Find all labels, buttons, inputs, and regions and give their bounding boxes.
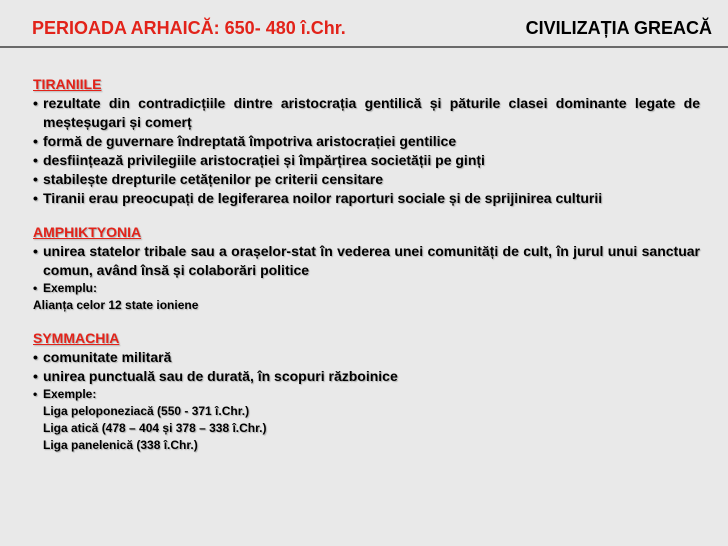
bullet-item	[33, 242, 700, 280]
bullet-dot: •	[33, 152, 38, 168]
bullet-dot: •	[33, 349, 38, 365]
example-item: Liga panelenică (338 î.Chr.)	[43, 438, 198, 452]
bullet-text: unirea statelor tribale sau a orașelor-stat în vederea unei comunități de cult, în jurul unui sanctuar comun, având însă și colaborări politice	[43, 243, 700, 278]
bullet-item-examples	[33, 386, 700, 403]
example-label: Exemplu:	[43, 281, 98, 295]
bullet-text: Tiranii erau preocupați de legiferarea noilor raporturi sociale și de sprijinirea culturii	[43, 190, 603, 206]
bullet-dot: •	[33, 387, 38, 401]
bullet-dot: •	[33, 95, 38, 111]
bullet-text: rezultate din contradicțiile dintre aristocrația gentilică și păturile clasei dominante legate de meșteșugari și comerț	[43, 95, 700, 130]
section-title-tiraniile: TIRANIILE	[33, 76, 102, 92]
slide-content	[33, 75, 700, 469]
section-title-amphiktyonia: AMPHIKTYONIA	[33, 224, 142, 240]
bullet-dot: •	[33, 133, 38, 149]
bullet-dot: •	[33, 190, 38, 206]
bullet-item	[33, 348, 700, 367]
example-text: Alianța celor 12 state ioniene	[33, 298, 199, 312]
bullet-item	[33, 367, 700, 386]
bullet-dot: •	[33, 243, 38, 259]
bullet-item	[33, 151, 700, 170]
slide-header	[0, 0, 728, 48]
section-tiraniile	[33, 75, 700, 208]
slide-title-civilization: CIVILIZAȚIA GREACĂ	[525, 18, 712, 38]
bullet-text: desființează privilegiile aristocrației și împărțirea societății pe ginți	[43, 152, 485, 168]
header-divider	[0, 46, 728, 48]
slide-title-period: PERIOADA ARHAICĂ: 650- 480 î.Chr.	[32, 18, 346, 38]
section-amphiktyonia	[33, 223, 700, 314]
bullet-dot: •	[33, 368, 38, 384]
examples-label: Exemple:	[43, 387, 97, 401]
bullet-text: unirea punctuală sau de durată, în scopuri războinice	[43, 368, 398, 384]
bullet-text: comunitate militară	[43, 349, 172, 365]
bullet-dot: •	[33, 171, 38, 187]
bullet-text: stabilește drepturile cetățenilor pe criterii censitare	[43, 171, 384, 187]
bullet-text: formă de guvernare îndreptată împotriva aristocrației gentilice	[43, 133, 457, 149]
bullet-item	[33, 94, 700, 132]
example-item: Liga atică (478 – 404 și 378 – 338 î.Chr.)	[43, 421, 267, 435]
bullet-item	[33, 132, 700, 151]
bullet-item-example	[33, 280, 700, 297]
bullet-item	[33, 189, 700, 208]
section-symmachia	[33, 329, 700, 454]
bullet-dot: •	[33, 281, 38, 295]
bullet-item	[33, 170, 700, 189]
example-item: Liga peloponeziacă (550 - 371 î.Chr.)	[43, 404, 250, 418]
section-title-symmachia: SYMMACHIA	[33, 330, 120, 346]
